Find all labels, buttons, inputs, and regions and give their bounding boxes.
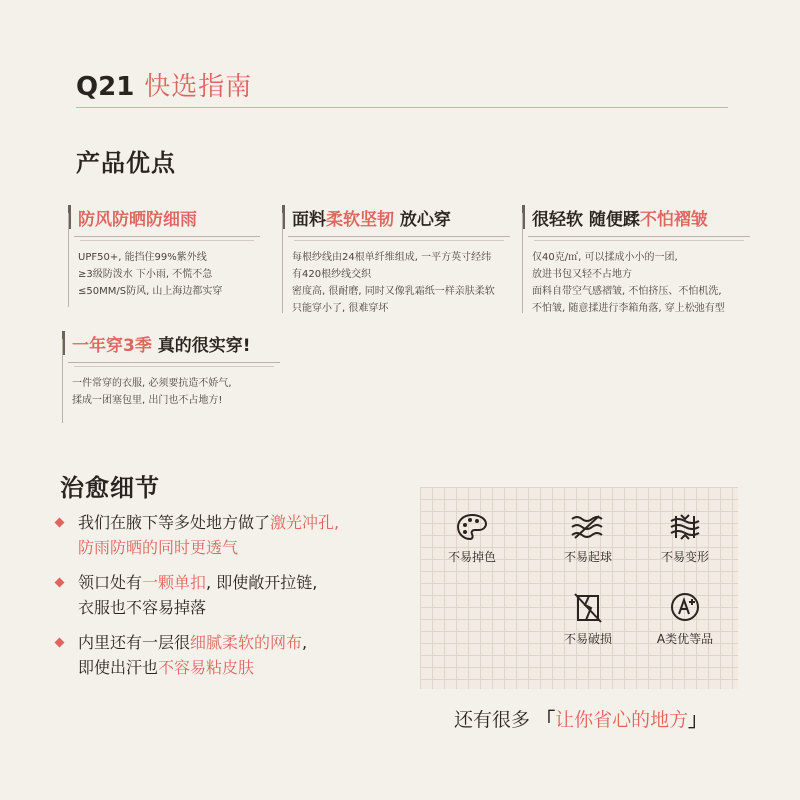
quality-item-no-tear [543, 590, 633, 647]
bullet-highlight: 一颗单扣 [142, 573, 207, 592]
advantages-title: 产品优点 [76, 149, 176, 177]
card-side-line [62, 339, 63, 423]
card-side-line [68, 213, 69, 307]
card-underline [74, 236, 260, 237]
card-title [78, 205, 197, 230]
card-title [292, 205, 451, 230]
palette-icon [455, 512, 489, 542]
quality-label: 不易破损 [563, 632, 612, 646]
deformation-icon [668, 512, 702, 542]
card-underline [288, 236, 510, 237]
bullet-line [78, 570, 317, 595]
detail-bullet-single-button [56, 570, 317, 620]
card-underline-sketch [294, 240, 504, 241]
card-line: 不怕皱, 随意揉进行李箱角落, 穿上松弛有型 [532, 303, 725, 314]
details-title: 治愈细节 [60, 474, 160, 502]
footer-text: 还有很多 [454, 709, 531, 731]
card-line: 放进书包又轻不占地方 [532, 269, 632, 280]
card-title [72, 331, 251, 356]
card-line: 有420根纱线交织 [292, 269, 372, 280]
card-title-highlight: 不怕褶皱 [639, 210, 708, 230]
detail-bullet-mesh-lining [56, 630, 307, 680]
header-divider [76, 107, 728, 108]
detail-bullet-laser-perforation [56, 510, 339, 560]
bullet-highlight: 细腻柔软的网布 [190, 633, 303, 652]
card-line: 密度高, 很耐磨, 同时又像乳霜纸一样亲肤柔软 [292, 286, 495, 297]
bullet-text: 我们在腋下等多处地方做了 [78, 513, 271, 532]
card-underline [528, 236, 750, 237]
footer-highlight: 让你省心的地方 [555, 709, 689, 731]
bullet-highlight: 防雨防晒的同时更透气 [78, 538, 239, 557]
bullet-line [78, 630, 307, 655]
bullet-line [78, 655, 307, 680]
card-underline [68, 362, 280, 363]
diamond-bullet-icon [55, 518, 65, 528]
bullet-line [78, 535, 339, 560]
card-title-post: 真的很实穿! [151, 336, 251, 356]
bullet-line: 衣服也不容易掉落 [78, 598, 207, 617]
quality-item-colorfast [427, 512, 517, 565]
card-body [78, 249, 222, 300]
diamond-bullet-icon [55, 638, 65, 648]
card-line: ≥3级防泼水 下小雨, 不慌不急 [78, 269, 213, 280]
header [76, 66, 252, 103]
card-line: 每根纱线由24根单纤维组成, 一平方英寸经纬 [292, 252, 492, 263]
diamond-bullet-icon [55, 578, 65, 588]
card-title-highlight: 柔软坚韧 [326, 210, 394, 230]
card-line: 揉成一团塞包里, 出门也不占地方! [72, 395, 223, 406]
card-line: 一件常穿的衣服, 必须要抗造不娇气, [72, 378, 232, 389]
bullet-highlight: 激光冲孔, [270, 513, 340, 532]
grade-a-plus-icon [668, 590, 702, 624]
card-title-pre: 面料 [292, 210, 326, 230]
pilling-waves-icon [569, 512, 607, 542]
quality-item-anti-pilling [543, 512, 633, 565]
quality-label: 不易变形 [660, 550, 709, 564]
card-title-pre: 很轻软 随便蹂 [532, 210, 640, 230]
quality-label: 不易起球 [563, 550, 612, 564]
quality-item-grade-a [640, 590, 730, 647]
quality-label: 不易掉色 [447, 550, 496, 564]
bullet-text: 领口处有 [78, 573, 143, 592]
card-side-line [522, 213, 523, 313]
card-title-highlight: 一年穿3季 [72, 336, 152, 356]
bullet-text: , 即使敞开拉链, [206, 573, 318, 592]
card-title [532, 205, 708, 230]
card-title-post: 放心穿 [394, 210, 451, 230]
quote-close: 」 [688, 709, 708, 731]
card-line: ≤50MM/S防风, 山上海边都实穿 [78, 286, 223, 297]
quality-item-no-deformation [640, 512, 730, 565]
card-line: UPF50+, 能挡住99%紫外线 [78, 252, 207, 263]
page-title: 快选指南 [144, 72, 253, 102]
card-body [72, 375, 232, 409]
no-tear-icon [571, 590, 605, 624]
quote-open: 「 [536, 709, 556, 731]
card-line: 面料自带空气感褶皱, 不怕挤压、不怕机洗, [532, 286, 722, 297]
bullet-text: , [302, 633, 308, 652]
card-underline-sketch [80, 240, 254, 241]
card-body [292, 249, 495, 317]
quality-label: A类优等品 [656, 632, 714, 646]
card-line: 仅40克/㎡, 可以揉成小小的一团, [532, 252, 678, 263]
footer-tagline [454, 705, 707, 732]
card-underline-sketch [534, 240, 744, 241]
bullet-text: 即使出汗也 [78, 658, 159, 677]
card-title-highlight: 防风防晒防细雨 [78, 210, 197, 230]
bullet-text: 内里还有一层很 [78, 633, 191, 652]
card-body [532, 249, 725, 317]
bullet-highlight: 不容易粘皮肤 [158, 658, 255, 677]
bullet-line [78, 510, 339, 535]
product-code: Q21 [76, 72, 135, 102]
card-side-line [282, 213, 283, 313]
card-underline-sketch [74, 366, 274, 367]
card-line: 只能穿小了, 很难穿坏 [292, 303, 389, 314]
